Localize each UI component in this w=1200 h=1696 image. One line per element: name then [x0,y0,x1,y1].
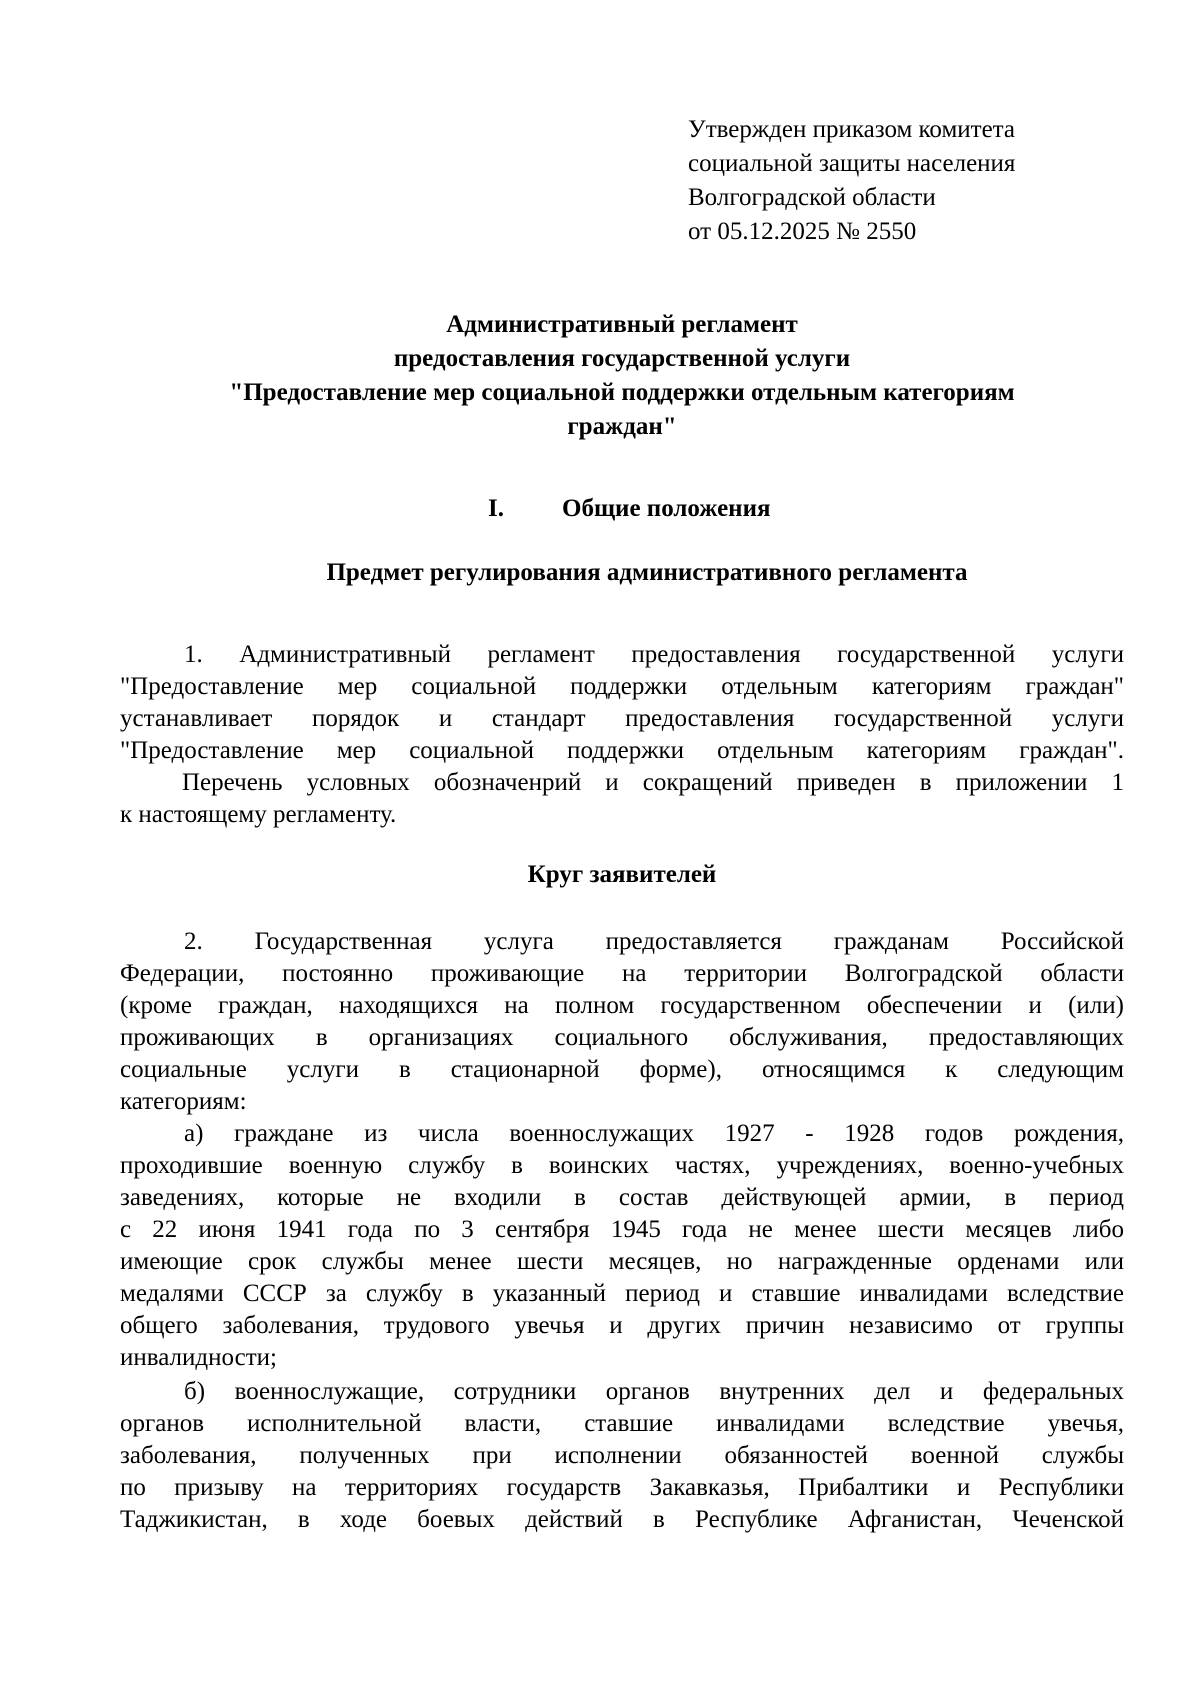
paragraph-item-a [120,1118,1124,1374]
paragraph-line: б) военнослужащие, сотрудники органов внутренних дел и федеральных [184,1378,1124,1405]
section-number: I. [488,495,504,522]
paragraph-line: социальные услуги в стационарной форме), относящимся к следующим [120,1056,1124,1083]
paragraph-line: общего заболевания, трудового увечья и других причин независимо от группы [120,1312,1124,1339]
title-line: предоставления государственной услуги [393,345,851,372]
paragraph-line: проходившие военную службу в воинских частях, учреждениях, военно-учебных [120,1152,1124,1179]
paragraph-line: (кроме граждан, находящихся на полном государственном обеспечении и (или) [120,992,1124,1019]
approval-line: от 05.12.2025 № 2550 [688,218,917,245]
paragraph-line: заболевания, полученных при исполнении обязанностей военной службы [120,1442,1124,1469]
paragraph-2 [120,926,1124,1118]
paragraph-line: а) граждане из числа военнослужащих 1927 - 1928 годов рождения, [184,1120,1124,1147]
paragraph-line: 1. Административный регламент предоставления государственной услуги [184,641,1124,668]
paragraph-line: "Предоставление мер социальной поддержки отдельным категориям граждан". [120,737,1124,764]
paragraph-line: заведениях, которые не входили в состав действующей армии, в период [120,1184,1124,1211]
approval-line: Волгоградской области [688,184,936,211]
title-line: "Предоставление мер социальной поддержки отдельным категориям [229,379,1015,406]
paragraph-line: медалями СССР за службу в указанный период и ставшие инвалидами вследствие [120,1280,1124,1307]
subheading-subject: Предмет регулирования административного регламента [326,559,968,586]
paragraph-line: проживающих в организациях социального обслуживания, предоставляющих [120,1024,1124,1051]
approval-line: социальной защиты населения [688,150,1016,177]
paragraph-line: с 22 июня 1941 года по 3 сентября 1945 года не менее шести месяцев либо [120,1216,1124,1243]
paragraph-line: Таджикистан, в ходе боевых действий в Республике Афганистан, Чеченской [120,1506,1124,1533]
paragraph-line: органов исполнительной власти, ставшие инвалидами вследствие увечья, [120,1410,1124,1437]
paragraph-item-b [120,1376,1124,1536]
section-title: Общие положения [562,495,771,522]
title-line: граждан" [567,413,677,440]
paragraph-line: категориям: [120,1088,247,1115]
approval-stamp [688,113,1148,249]
subheading-applicants: Круг заявителей [527,861,717,888]
document-title [120,308,1124,444]
paragraph-line: Федерации, постоянно проживающие на территории Волгоградской области [120,960,1124,987]
paragraph-line: к настоящему регламенту. [120,801,397,828]
paragraph-1 [120,639,1124,767]
paragraph-line: "Предоставление мер социальной поддержки отдельным категориям граждан" [120,673,1124,700]
paragraph-line: Перечень условных обозначенрий и сокращений приведен в приложении 1 [182,769,1124,796]
paragraph-line: имеющие срок службы менее шести месяцев, но награжденные орденами или [120,1248,1124,1275]
paragraph-line: по призыву на территориях государств Закавказья, Прибалтики и Республики [120,1474,1124,1501]
paragraph-1-continuation [120,767,1124,831]
paragraph-line: инвалидности; [120,1344,277,1371]
paragraph-line: 2. Государственная услуга предоставляется гражданам Российской [184,928,1124,955]
approval-line: Утвержден приказом комитета [688,116,1015,143]
title-line: Административный регламент [446,311,798,338]
paragraph-line: устанавливает порядок и стандарт предоставления государственной услуги [120,705,1124,732]
